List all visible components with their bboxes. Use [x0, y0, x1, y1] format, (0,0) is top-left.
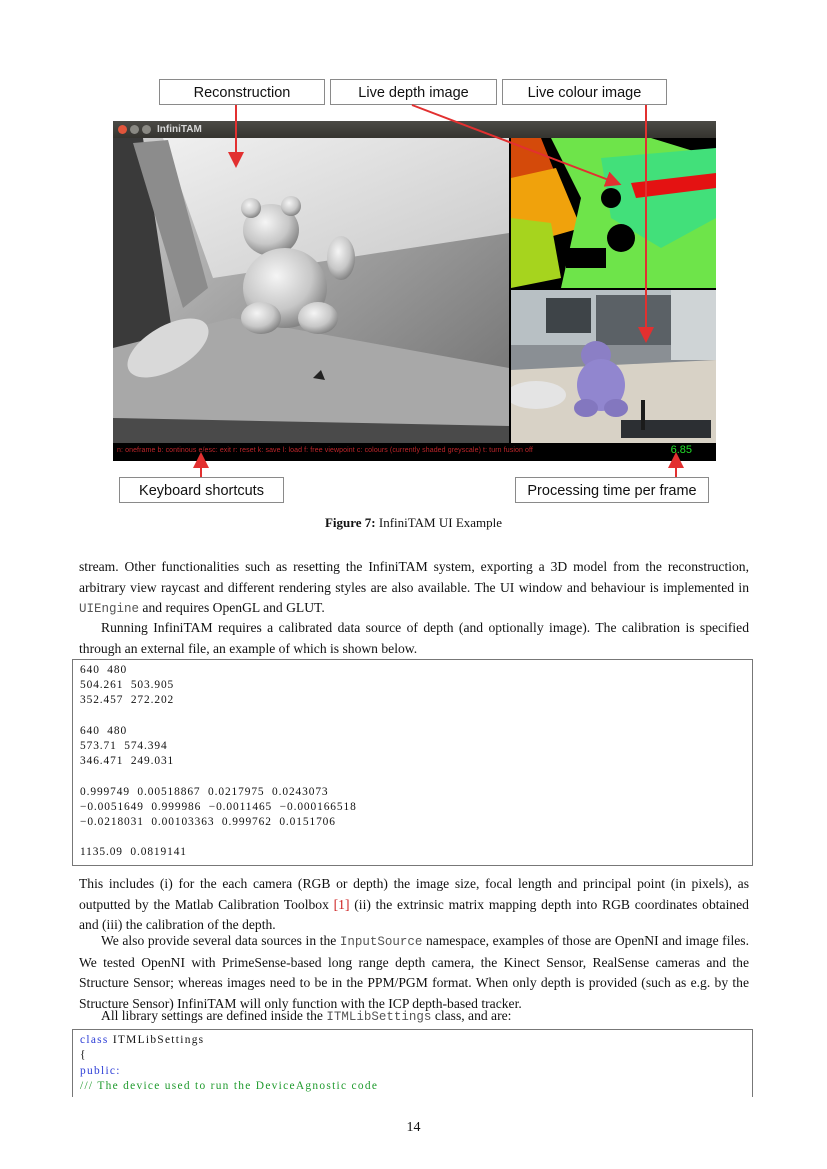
paragraph-1-tail: and requires OpenGL and GLUT. — [142, 600, 325, 615]
uiengine-code: UIEngine — [79, 602, 140, 616]
paragraph-5-text: All library settings are defined inside the — [101, 1008, 323, 1023]
calibration-line: −0.0051649 0.999986 −0.0011465 −0.000166518 — [80, 800, 357, 813]
calibration-line: 1135.09 0.0819141 — [80, 846, 187, 859]
paragraph-4-tail: namespace, examples of those are OpenNI and image files. We tested OpenNI with PrimeSense-based long range depth camera, the Kinect Sensor, RealSense cameras and the Structure Sensor; whereas images need to be in the PPM/PGM format. When only depth is provided (such as e.g. by the Structure Sensor) InfiniTAM will only function with the ICP depth-based tracker. — [79, 933, 749, 1011]
calibration-line — [80, 709, 745, 724]
live-depth-callout: Live depth image — [330, 79, 497, 105]
paragraph-3 — [79, 874, 749, 936]
keyboard-shortcuts-callout: Keyboard shortcuts — [119, 477, 284, 503]
live-depth-arrow — [412, 105, 614, 182]
paragraph-1 — [79, 557, 749, 620]
calibration-line: 640 480 — [80, 664, 128, 676]
paragraph-2: Running InfiniTAM requires a calibrated data source of depth (and optionally image). The calibration is specified through an external file, an example of which is shown below. — [79, 620, 749, 656]
paragraph-3-text: This includes (i) for the each camera (RGB or depth) the image size, focal length and principal point (in pixels), as outputted by the Matlab Calibration Toolbox — [79, 876, 749, 912]
inputsource-code: InputSource — [339, 935, 423, 949]
code-class-name: ITMLibSettings — [112, 1034, 205, 1046]
live-colour-callout: Live colour image — [502, 79, 667, 105]
code-keyword-class: class — [80, 1034, 109, 1046]
code-line-class — [80, 1033, 745, 1048]
callout-arrows — [0, 0, 827, 520]
code-listing — [72, 1029, 753, 1097]
paragraph-1-text: stream. Other functionalities such as resetting the InfiniTAM system, exporting a 3D model from the reconstruction, arbitrary view raycast and different rendering styles are also available. The UI window and behaviour is implemented in — [79, 559, 749, 595]
reconstruction-callout: Reconstruction — [159, 79, 325, 105]
calibration-line: 346.471 249.031 — [80, 755, 175, 768]
caption-text: InfiniTAM UI Example — [378, 515, 503, 530]
code-line-brace: { — [80, 1049, 87, 1062]
citation-link[interactable]: [1] — [333, 896, 350, 912]
page-number: 14 — [406, 1120, 421, 1135]
code-line-public: public: — [80, 1064, 121, 1077]
calibration-line: 504.261 503.905 — [80, 679, 175, 692]
paragraph-5-tail: class, and are: — [434, 1008, 512, 1023]
figure-caption — [0, 515, 827, 531]
processing-time-callout: Processing time per frame — [515, 477, 709, 503]
calibration-line: −0.0218031 0.00103363 0.999762 0.0151706 — [80, 815, 336, 828]
paragraph-4 — [79, 931, 749, 1014]
paragraph-5 — [79, 1006, 749, 1028]
calibration-line: 352.457 272.202 — [80, 694, 175, 707]
calibration-line: 640 480 — [80, 724, 128, 737]
calibration-line — [80, 769, 745, 784]
keyboard-shortcuts-text: n: oneframe b: continous e/esc: exit r: reset k: save l: load f: free viewpoint c: colours (currently shaded greyscale) t: turn fusion off — [117, 447, 533, 454]
calibration-line: 0.999749 0.00518867 0.0217975 0.0243073 — [80, 785, 329, 798]
calibration-line — [80, 830, 745, 845]
window-title: InfiniTAM — [157, 124, 202, 135]
code-line-comment: /// The device used to run the DeviceAgnostic code — [80, 1080, 379, 1093]
paragraph-3-tail: (ii) the extrinsic matrix mapping depth into RGB coordinates obtained and (iii) the calibration of the depth. — [79, 896, 749, 932]
caption-label: Figure 7: — [324, 515, 376, 530]
processing-time-readout: 6.85 — [670, 444, 692, 456]
itmlibsettings-code: ITMLibSettings — [326, 1010, 432, 1024]
paragraph-4-text: We also provide several data sources in the — [101, 933, 337, 948]
calibration-file-listing — [72, 659, 753, 866]
calibration-line: 573.71 574.394 — [80, 739, 168, 752]
